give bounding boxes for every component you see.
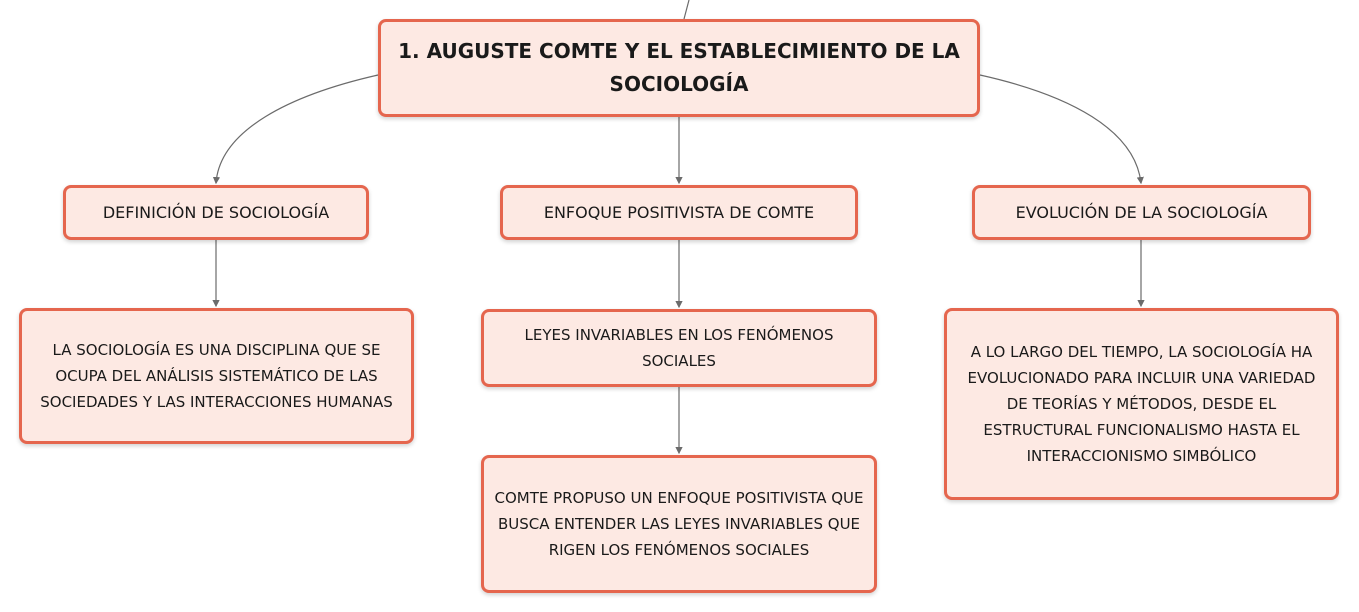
- branch-node-enfoque[interactable]: [500, 185, 858, 240]
- subtopic-label-definicion-detail: LA SOCIOLOGÍA ES UNA DISCIPLINA QUE SE OCUPA DEL ANÁLISIS SISTEMÁTICO DE LAS SOCIEDADES Y LAS INTERACCIONES HUMANAS: [40, 341, 393, 411]
- branch-label-enfoque: ENFOQUE POSITIVISTA DE COMTE: [543, 202, 815, 222]
- subtopic-label-evolucion-detail: A LO LARGO DEL TIEMPO, LA SOCIOLOGÍA HA EVOLUCIONADO PARA INCLUIR UNA VARIEDAD DE TEORÍAS Y MÉTODOS, DESDE EL ESTRUCTURAL FUNCIONALISMO HASTA EL INTERACCIONISMO SIMBÓLICO: [967, 343, 1316, 465]
- connector-root-to-evolucion: [980, 75, 1141, 183]
- root-topic-node[interactable]: [378, 19, 980, 117]
- subtopic-label-comte-propuso: COMTE PROPUSO UN ENFOQUE POSITIVISTA QUE BUSCA ENTENDER LAS LEYES INVARIABLES QUE RIGEN LOS FENÓMENOS SOCIALES: [494, 489, 864, 559]
- connector-root-to-definicion: [216, 75, 378, 183]
- subtopic-node-leyes-invariables[interactable]: [481, 309, 877, 387]
- root-topic-label: 1. AUGUSTE COMTE Y EL ESTABLECIMIENTO DE LA SOCIOLOGÍA: [398, 39, 960, 96]
- branch-node-definicion[interactable]: [63, 185, 369, 240]
- subtopic-label-leyes-invariables: LEYES INVARIABLES EN LOS FENÓMENOS SOCIALES: [524, 326, 834, 370]
- incoming-connector: [684, 0, 689, 19]
- subtopic-node-definicion-detail[interactable]: [19, 308, 414, 444]
- branch-label-evolucion: EVOLUCIÓN DE LA SOCIOLOGÍA: [1015, 202, 1268, 222]
- branch-node-evolucion[interactable]: [972, 185, 1311, 240]
- subtopic-node-comte-propuso[interactable]: [481, 455, 877, 593]
- branch-label-definicion: DEFINICIÓN DE SOCIOLOGÍA: [102, 202, 330, 222]
- subtopic-node-evolucion-detail[interactable]: [944, 308, 1339, 500]
